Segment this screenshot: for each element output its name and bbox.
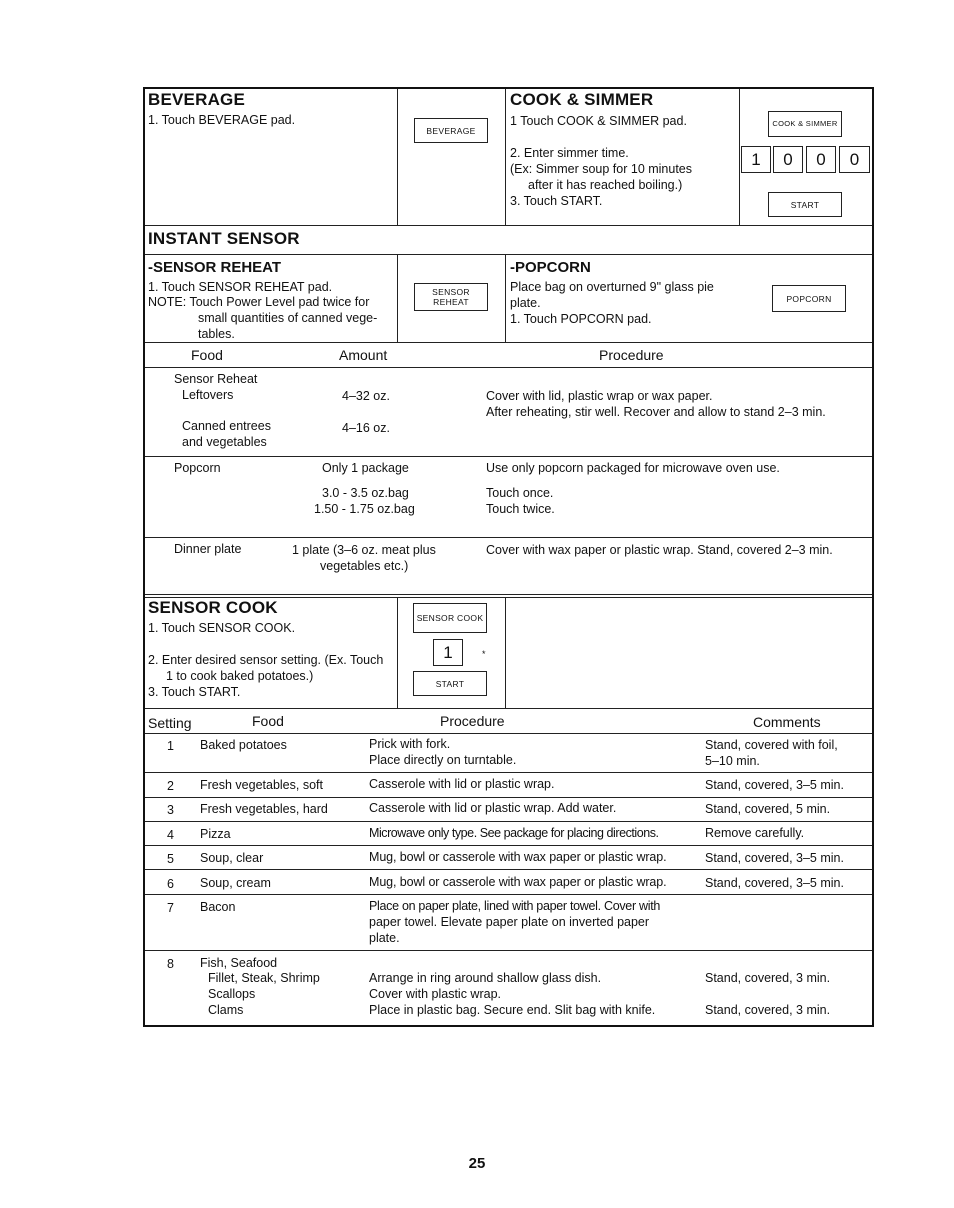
divider xyxy=(145,894,872,895)
divider xyxy=(145,594,872,595)
table-cell: 7 xyxy=(167,901,174,915)
table-cell: Fresh vegetables, hard xyxy=(200,802,328,816)
cook-simmer-step-2: 2. Enter simmer time. xyxy=(510,146,629,160)
table-cell: and vegetables xyxy=(182,435,267,449)
table-cell: 6 xyxy=(167,877,174,891)
table-cell: 1.50 - 1.75 oz.bag xyxy=(314,502,415,516)
table-cell: 8 xyxy=(167,957,174,971)
divider xyxy=(145,254,872,255)
start-pad: START xyxy=(413,671,487,696)
beverage-step-1: 1. Touch BEVERAGE pad. xyxy=(148,113,296,127)
column-header-setting: Setting xyxy=(148,715,192,731)
sensor-reheat-note: NOTE: Touch Power Level pad twice for xyxy=(148,295,370,309)
table-cell: Canned entrees xyxy=(182,419,271,433)
column-header-procedure: Procedure xyxy=(599,347,664,363)
divider xyxy=(505,89,506,225)
table-cell: Leftovers xyxy=(182,388,234,402)
digit-pad: 1 xyxy=(433,639,463,666)
table-cell: plate. xyxy=(369,931,400,945)
table-cell: Fillet, Steak, Shrimp xyxy=(208,971,320,985)
cook-simmer-example: after it has reached boiling.) xyxy=(528,178,683,192)
table-cell: Place in plastic bag. Secure end. Slit bag with knife. xyxy=(369,1003,656,1017)
table-cell: 2 xyxy=(167,779,174,793)
cook-simmer-title: COOK & SIMMER xyxy=(510,90,654,109)
beverage-title: BEVERAGE xyxy=(148,90,246,109)
sensor-reheat-pad: SENSOR REHEAT xyxy=(414,283,488,311)
table-cell: Arrange in ring around shallow glass dish. xyxy=(369,971,602,985)
divider xyxy=(397,89,398,225)
divider xyxy=(145,708,872,709)
table-cell: Microwave only type. See package for placing directions. xyxy=(369,826,659,840)
table-cell: 4 xyxy=(167,828,174,842)
instant-sensor-title: INSTANT SENSOR xyxy=(148,229,300,248)
table-cell: Bacon xyxy=(200,900,236,914)
sensor-cook-step-3: 3. Touch START. xyxy=(148,685,241,699)
table-cell: Stand, covered, 3 min. xyxy=(705,971,831,985)
table-cell: Cover with wax paper or plastic wrap. Stand, covered 2–3 min. xyxy=(486,543,833,557)
table-cell: Stand, covered, 3–5 min. xyxy=(705,851,844,865)
column-header-amount: Amount xyxy=(339,347,388,363)
beverage-pad: BEVERAGE xyxy=(414,118,488,143)
sensor-cook-pad: SENSOR COOK xyxy=(413,603,487,633)
table-cell: 1 xyxy=(167,739,174,753)
divider xyxy=(145,342,872,343)
divider xyxy=(145,845,872,846)
table-cell: Mug, bowl or casserole with wax paper or plastic wrap. xyxy=(369,875,667,889)
popcorn-title: -POPCORN xyxy=(510,259,591,276)
cook-simmer-example: (Ex: Simmer soup for 10 minutes xyxy=(510,162,693,176)
popcorn-instruction: plate. xyxy=(510,296,541,310)
popcorn-pad: POPCORN xyxy=(772,285,846,312)
table-cell: paper towel. Elevate paper plate on inverted paper xyxy=(369,915,650,929)
cook-simmer-pad: COOK & SIMMER xyxy=(768,111,842,137)
table-cell: Stand, covered with foil, xyxy=(705,738,838,752)
table-cell: 5–10 min. xyxy=(705,754,760,768)
table-cell: Cover with lid, plastic wrap or wax paper. xyxy=(486,389,713,403)
sensor-cook-step-2: 2. Enter desired sensor setting. (Ex. Touch xyxy=(148,653,384,667)
table-cell: Popcorn xyxy=(174,461,221,475)
table-cell: Sensor Reheat xyxy=(174,372,258,386)
sensor-cook-title: SENSOR COOK xyxy=(148,598,278,617)
table-cell: Pizza xyxy=(200,827,231,841)
table-cell: 3 xyxy=(167,803,174,817)
table-cell: Baked potatoes xyxy=(200,738,287,752)
table-cell: Touch once. xyxy=(486,486,554,500)
divider xyxy=(145,225,872,226)
divider xyxy=(505,598,506,708)
divider xyxy=(145,772,872,773)
table-cell: Stand, covered, 5 min. xyxy=(705,802,831,816)
table-cell: Fresh vegetables, soft xyxy=(200,778,323,792)
table-cell: Stand, covered, 3 min. xyxy=(705,1003,831,1017)
table-cell: 1 plate (3–6 oz. meat plus xyxy=(292,543,436,557)
digit-mark: * xyxy=(482,649,486,659)
table-cell: Only 1 package xyxy=(322,461,409,475)
table-cell: vegetables etc.) xyxy=(320,559,409,573)
table-cell: Scallops xyxy=(208,987,256,1001)
divider xyxy=(145,821,872,822)
divider xyxy=(145,869,872,870)
table-cell: Soup, cream xyxy=(200,876,271,890)
table-cell: Casserole with lid or plastic wrap. xyxy=(369,777,555,791)
cook-simmer-step-3: 3. Touch START. xyxy=(510,194,603,208)
sensor-cook-step-2: 1 to cook baked potatoes.) xyxy=(166,669,314,683)
divider xyxy=(397,254,398,342)
table-cell: Touch twice. xyxy=(486,502,555,516)
divider xyxy=(145,456,872,457)
column-header-comments: Comments xyxy=(753,714,821,730)
sensor-cook-step-1: 1. Touch SENSOR COOK. xyxy=(148,621,296,635)
table-cell: 4–32 oz. xyxy=(342,389,390,403)
table-cell: Clams xyxy=(208,1003,244,1017)
divider xyxy=(145,537,872,538)
table-cell: Fish, Seafood xyxy=(200,956,278,970)
sensor-reheat-note: small quantities of canned vege- xyxy=(198,311,378,325)
table-cell: 5 xyxy=(167,852,174,866)
popcorn-instruction: Place bag on overturned 9" glass pie xyxy=(510,280,714,294)
table-cell: Place directly on turntable. xyxy=(369,753,517,767)
table-cell: Stand, covered, 3–5 min. xyxy=(705,778,844,792)
table-cell: After reheating, stir well. Recover and allow to stand 2–3 min. xyxy=(486,405,826,419)
cook-simmer-step-1: 1 Touch COOK & SIMMER pad. xyxy=(510,114,687,128)
table-cell: Casserole with lid or plastic wrap. Add water. xyxy=(369,801,617,815)
divider xyxy=(739,89,740,225)
digit-pad: 0 xyxy=(773,146,803,173)
divider xyxy=(145,797,872,798)
table-cell: Prick with fork. xyxy=(369,737,451,751)
table-cell: 3.0 - 3.5 oz.bag xyxy=(322,486,409,500)
column-header-procedure: Procedure xyxy=(440,713,505,729)
digit-pad: 0 xyxy=(839,146,870,173)
divider xyxy=(145,733,872,734)
digit-pad: 1 xyxy=(741,146,771,173)
sensor-reheat-step-1: 1. Touch SENSOR REHEAT pad. xyxy=(148,280,333,294)
table-cell: Remove carefully. xyxy=(705,826,805,840)
divider xyxy=(145,367,872,368)
column-header-food: Food xyxy=(191,347,223,363)
divider xyxy=(145,950,872,951)
divider xyxy=(397,598,398,708)
table-cell: Stand, covered, 3–5 min. xyxy=(705,876,844,890)
table-cell: 4–16 oz. xyxy=(342,421,390,435)
start-pad: START xyxy=(768,192,842,217)
divider xyxy=(505,254,506,342)
table-cell: Place on paper plate, lined with paper towel. Cover with xyxy=(369,899,661,913)
table-cell: Soup, clear xyxy=(200,851,264,865)
sensor-reheat-note: tables. xyxy=(198,327,235,341)
table-cell: Mug, bowl or casserole with wax paper or plastic wrap. xyxy=(369,850,667,864)
page-number: 25 xyxy=(468,1155,486,1172)
table-cell: Dinner plate xyxy=(174,542,242,556)
column-header-food: Food xyxy=(252,713,284,729)
table-cell: Use only popcorn packaged for microwave oven use. xyxy=(486,461,780,475)
digit-pad: 0 xyxy=(806,146,836,173)
popcorn-step-1: 1. Touch POPCORN pad. xyxy=(510,312,652,326)
table-cell: Cover with plastic wrap. xyxy=(369,987,501,1001)
sensor-reheat-title: -SENSOR REHEAT xyxy=(148,259,282,276)
